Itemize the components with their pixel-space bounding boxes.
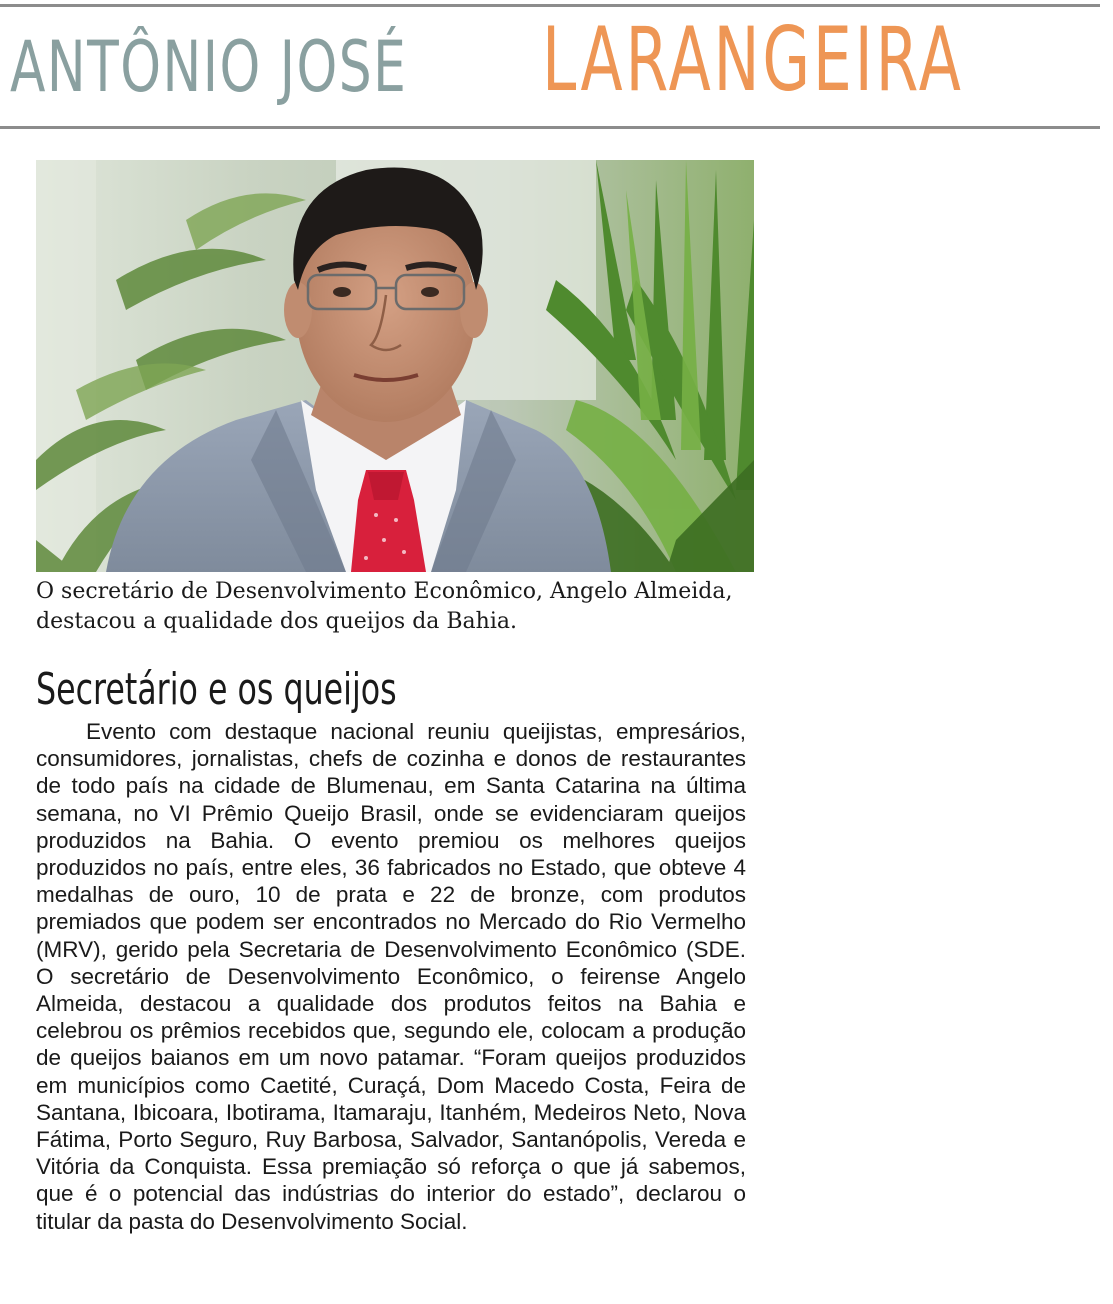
masthead-bottom-rule [0,126,1100,129]
article-photo [36,160,754,572]
column-masthead [0,6,1100,124]
article-body: Evento com destaque nacional reuniu queijistas, empresários, consumidores, jornalistas, chefs de cozinha e donos de restaurantes de todo país na cidade de Blumenau, em Santa Catarina na última semana, no VI Prêmio Queijo Brasil, onde se evidenciaram queijos produzidos na Bahia. O evento premiou os melhores queijos produzidos no país, entre eles, 36 fabricados no Estado, que obteve 4 medalhas de ouro, 10 de prata e 22 de bronze, com produtos premiados que podem ser encontrados no Mercado do Rio Vermelho (MRV), gerido pela Secretaria de Desenvolvimento Econômico (SDE. O secretário de Desenvolvimento Econômico, o feirense Angelo Almeida, destacou a qualidade dos produtos feitos na Bahia e celebrou os prêmios recebidos que, segundo ele, colocam a produção de queijos baianos em um novo patamar. “Foram queijos produzidos em municípios como Caetité, Curaçá, Dom Macedo Costa, Feira de Santana, Ibicoara, Ibotirama, Itamaraju, Itanhém, Medeiros Neto, Nova Fátima, Porto Seguro, Ruy Barbosa, Salvador, Santanópolis, Vereda e Vitória da Conquista. Essa premiação só reforça o que já sabemos, que é o potencial das indústrias do interior do estado”, declarou o titular da pasta do Desenvolvimento Social. [36,719,746,1234]
article-headline: Secretário e os queijos [36,664,397,715]
columnist-first-name: ANTÔNIO JOSÉ [10,26,408,108]
portrait-image [36,160,754,572]
columnist-last-name: LARANGEIRA [542,8,964,111]
photo-caption: O secretário de Desenvolvimento Econômico, Angelo Almeida, destacou a qualidade dos queijos da Bahia. [36,579,733,634]
